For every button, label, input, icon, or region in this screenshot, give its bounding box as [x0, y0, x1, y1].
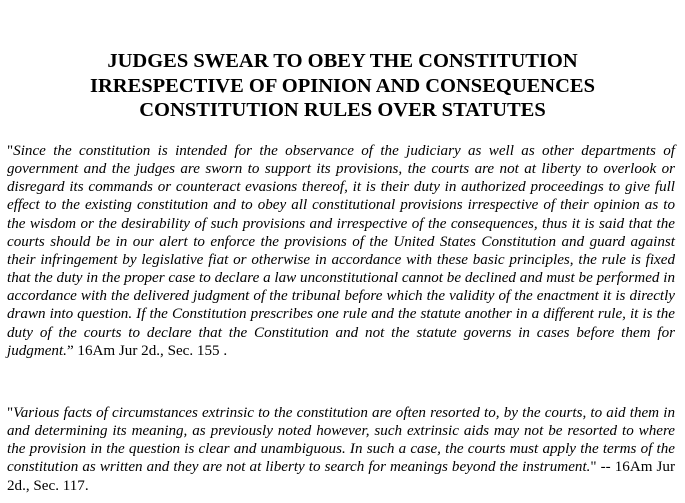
paragraph-2-quote: Various facts of circumstances extrinsic to the constitution are often resorted to, by the courts, to aid them in and determining its meaning, as previously noted however, such extrinsic aids may not be resorted to where the provision in the question is clear and unambiguous. In such a case, the courts must apply the terms of the constitution as written and they are not at liberty to search for meanings beyond the instrument.	[7, 405, 675, 476]
title-line-1: JUDGES SWEAR TO OBEY THE CONSTITUTION	[107, 50, 578, 72]
paragraph-1-quote: Since the constitution is intended for the observance of the judiciary as well as other departments of government and the judges are sworn to support its provisions, the courts are not at liberty to overlook or disregard its commands or counteract evasions thereof, it is their duty in authorized proceedings to give full effect to the existing constitution and to obey all constitutional provisions irrespective of their opinion as to the wisdom or the desirability of such provisions and irrespective of the consequences, thus it is said that the courts should be in our alert to enforce the provisions of the United States Constitution and guard against their infringement by legislative fiat or otherwise in accordance with these basic principles, the rule is fixed that the duty in the proper case to declare a law unconstitutional cannot be declined and must be performed in accordance with the delivered judgment of the tribunal before which the validity of the enactment it is directly drawn into question. If the Constitution prescribes one rule and the statute another in a different rule, it is the duty of the courts to declare that the Constitution and not the statute governs in cases before them for judgment.	[7, 143, 675, 359]
paragraph-1	[7, 142, 675, 360]
paragraph-2	[7, 404, 675, 495]
paragraph-1-open-quote: "	[7, 143, 14, 159]
paragraph-1-citation: ” 16Am Jur 2d., Sec. 155 .	[66, 342, 228, 359]
paragraph-2-open-quote: "	[7, 405, 14, 421]
title-line-2: IRRESPECTIVE OF OPINION AND CONSEQUENCES	[90, 74, 595, 97]
paragraph-2-citation: " -- 16Am Jur 2d., Sec. 117.	[7, 459, 676, 494]
title-line-3: CONSTITUTION RULES OVER STATUTES	[139, 99, 546, 121]
document-title	[0, 49, 685, 123]
